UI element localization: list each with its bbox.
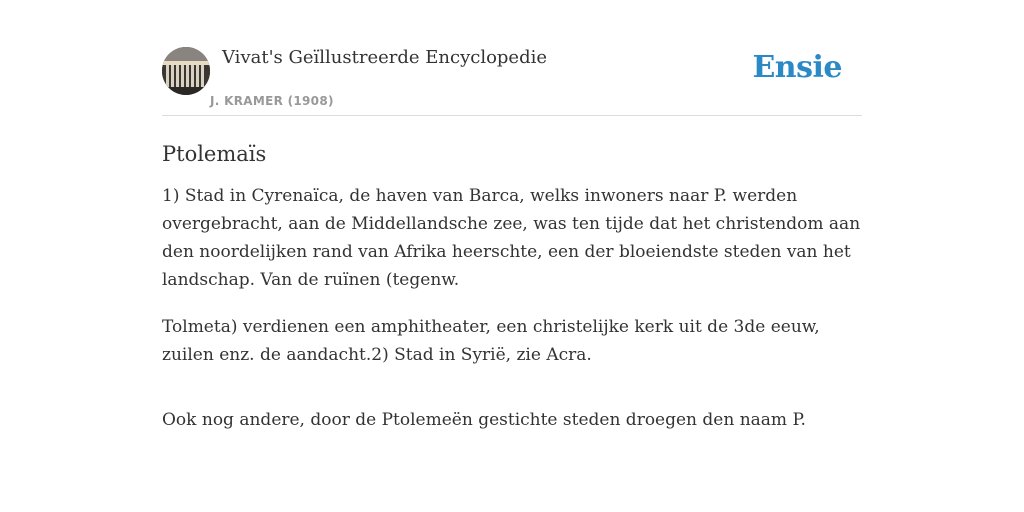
entry-card <box>162 45 862 453</box>
ensie-logo-link[interactable]: Ensie <box>752 50 842 85</box>
entry-paragraph: Tolmeta) verdienen een amphitheater, een christelijke kerk uit de 3de eeuw, zuilen enz. de aandacht.2) Stad in Syrië, zie Acra. <box>162 317 820 365</box>
entry-body <box>162 182 862 434</box>
source-header <box>162 45 862 116</box>
entry-paragraph: 1) Stad in Cyrenaïca, de haven van Barca, welks inwoners naar P. werden overgebracht, aan de Middellandsche zee, was ten tijde dat het christendom aan den noordelijken rand van Afrika heerschte, een der bloeiendste steden van het landschap. Van de ruïnen (tegenw. <box>162 186 861 290</box>
entry-paragraph: Ook nog andere, door de Ptolemeën gestichte steden droegen den naam P. <box>162 410 806 430</box>
source-author-year: J. KRAMER (1908) <box>210 94 334 108</box>
book-spines-icon <box>162 47 210 95</box>
source-avatar[interactable] <box>162 47 210 95</box>
source-title-link[interactable]: Vivat's Geïllustreerde Encyclopedie <box>222 47 548 68</box>
entry-title: Ptolemaïs <box>162 142 267 166</box>
